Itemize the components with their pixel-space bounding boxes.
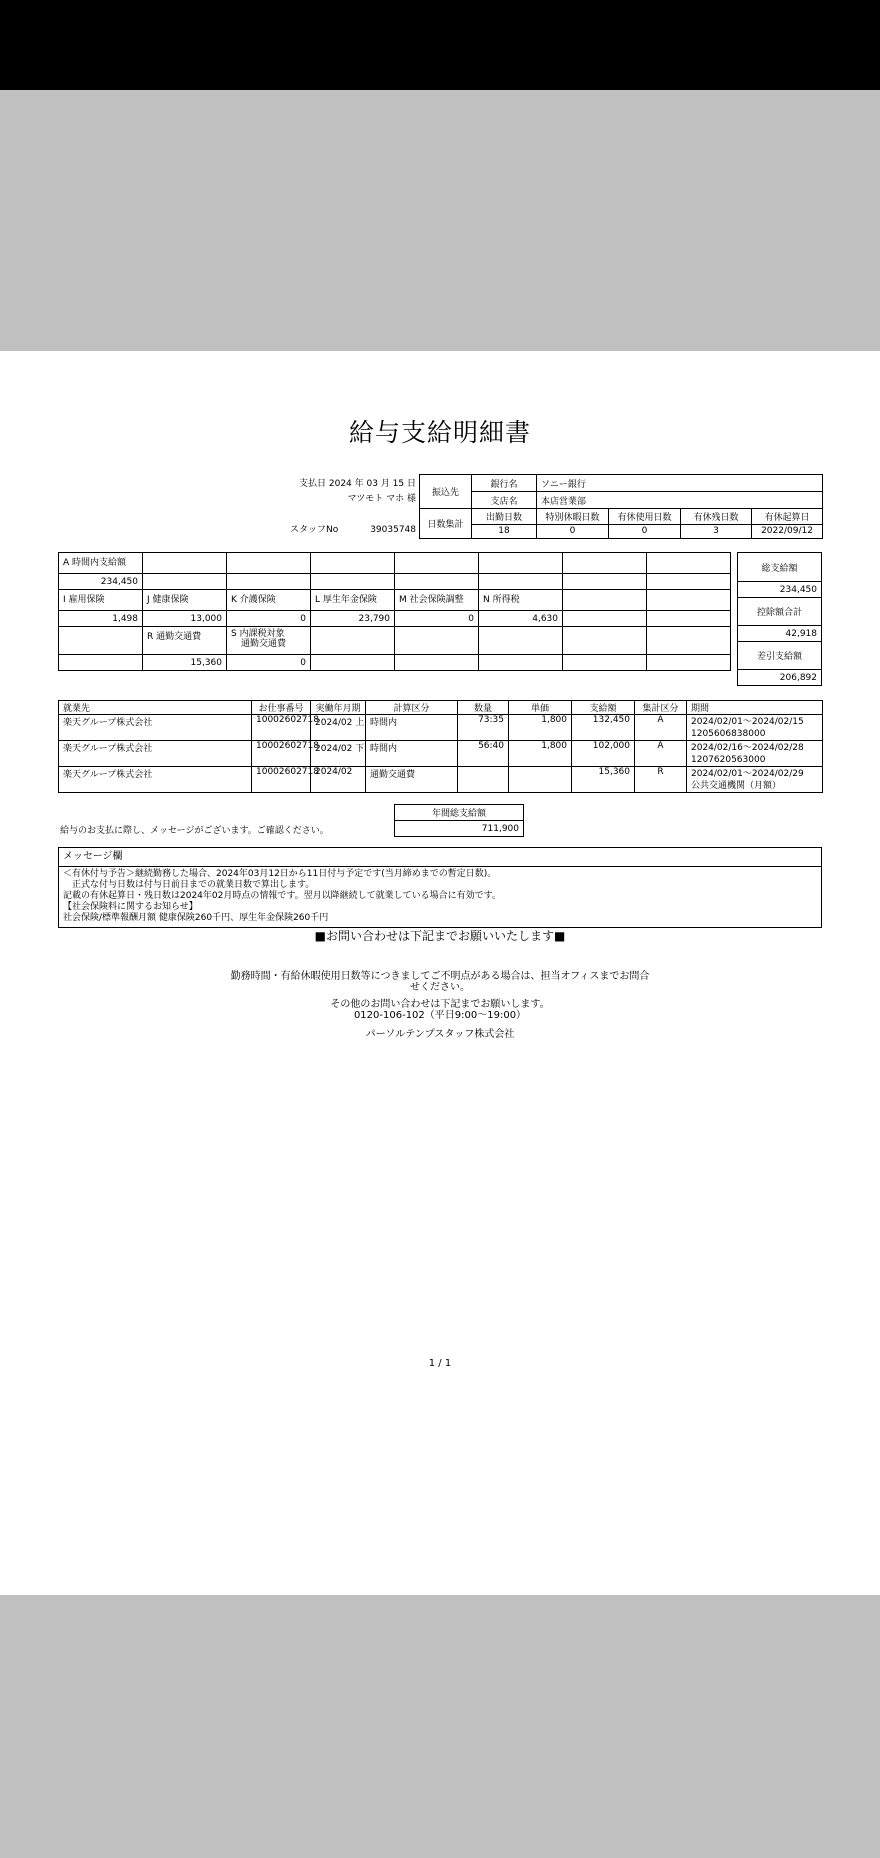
days-value: 0 [537, 524, 609, 538]
work-period: 2024/02 上 [311, 715, 366, 741]
work-agg: A [635, 741, 687, 767]
days-header: 特別休暇日数 [537, 509, 609, 525]
l-value: 23,790 [311, 611, 395, 627]
work-term [687, 741, 823, 767]
payment-deduction-table [58, 552, 731, 671]
work-header: 数量 [458, 701, 509, 715]
branch-name: 本店営業部 [537, 492, 823, 509]
i-label: I 雇用保険 [59, 590, 143, 611]
inquiry-line1b: せください。 [410, 982, 470, 993]
work-qty: 56:40 [458, 741, 509, 767]
total-pay-value: 234,450 [738, 582, 822, 598]
i-value: 1,498 [59, 611, 143, 627]
work-header: 期間 [687, 701, 823, 715]
days-header: 有休起算日 [752, 509, 823, 525]
work-term [687, 767, 823, 793]
work-unit: 1,800 [509, 741, 572, 767]
document-page [0, 351, 880, 1595]
bank-name: ソニー銀行 [537, 475, 823, 492]
top-black-bar [0, 0, 880, 90]
inquiry-company: パーソルテンプスタッフ株式会社 [365, 1029, 515, 1040]
net-pay-value: 206,892 [738, 670, 822, 686]
l-label: L 厚生年金保険 [311, 590, 395, 611]
message-body [59, 867, 821, 927]
work-agg: A [635, 715, 687, 741]
recipient-name: マツモト マホ 様 [347, 494, 416, 504]
s-label-line2: 通勤交通費 [241, 639, 287, 649]
work-amount: 132,450 [572, 715, 635, 741]
work-header: 就業先 [59, 701, 252, 715]
k-label: K 介護保険 [227, 590, 311, 611]
work-term-line2: 公共交通機関（月額） [691, 780, 782, 791]
work-term-line1: 2024/02/01～2024/02/15 [691, 716, 804, 727]
pay-date: 支払日 2024 年 03 月 15 日 [299, 479, 416, 489]
deduction-value: 42,918 [738, 626, 822, 642]
bank-section-label: 振込先 [420, 475, 472, 509]
bank-days-table [419, 474, 823, 539]
work-category: 通勤交通費 [366, 767, 458, 793]
table-row [59, 741, 823, 767]
annual-total-table [394, 804, 524, 837]
work-amount: 15,360 [572, 767, 635, 793]
inquiry-line2: その他のお問い合わせは下記までお願いします。 [330, 999, 550, 1010]
days-header: 有休使用日数 [609, 509, 681, 525]
work-header: 支給額 [572, 701, 635, 715]
n-label: N 所得税 [479, 590, 563, 611]
work-job-no: 10002602718 [252, 741, 311, 767]
days-value: 18 [472, 524, 537, 538]
a-label: A 時間内支給額 [59, 553, 143, 574]
days-value: 3 [681, 524, 752, 538]
work-category: 時間内 [366, 741, 458, 767]
work-job-no: 10002602718 [252, 715, 311, 741]
work-amount: 102,000 [572, 741, 635, 767]
deduction-label: 控除額合計 [738, 598, 822, 626]
page-number: 1 / 1 [428, 1358, 452, 1369]
staff-no-label: スタッフNo [290, 525, 339, 535]
message-title: メッセージ欄 [59, 848, 821, 867]
bank-name-label: 銀行名 [472, 475, 537, 492]
r-label: R 通勤交通費 [143, 627, 227, 655]
work-header: 計算区分 [366, 701, 458, 715]
days-section-label: 日数集計 [420, 509, 472, 539]
days-value: 0 [609, 524, 681, 538]
message-line: 社会保険/標準報酬月額 健康保険260千円、厚生年金保険260千円 [63, 913, 329, 923]
branch-label: 支店名 [472, 492, 537, 509]
message-line: 【社会保険料に関するお知らせ】 [63, 902, 198, 912]
work-company: 楽天グループ株式会社 [59, 767, 252, 793]
work-header: 単価 [509, 701, 572, 715]
inquiry-phone: 0120-106-102（平日9:00～19:00） [353, 1010, 527, 1021]
work-term-line2: 1205606838000 [691, 728, 766, 739]
m-value: 0 [395, 611, 479, 627]
document-title: 給与支給明細書 [348, 418, 531, 447]
work-term [687, 715, 823, 741]
work-agg: R [635, 767, 687, 793]
s-label-line1: S 内課税対象 [231, 629, 285, 639]
work-qty [458, 767, 509, 793]
work-term-line1: 2024/02/16～2024/02/28 [691, 742, 804, 753]
table-row [59, 715, 823, 741]
s-value: 0 [227, 655, 311, 671]
n-value: 4,630 [479, 611, 563, 627]
message-line: 正式な付与日数は付与日前日までの就業日数で算出します。 [63, 880, 315, 890]
j-label: J 健康保険 [143, 590, 227, 611]
annual-total-label: 年間総支給額 [395, 805, 524, 821]
net-pay-label: 差引支給額 [738, 642, 822, 670]
work-header: 集計区分 [635, 701, 687, 715]
j-value: 13,000 [143, 611, 227, 627]
days-header: 有休残日数 [681, 509, 752, 525]
work-qty: 73:35 [458, 715, 509, 741]
work-term-line2: 1207620563000 [691, 754, 766, 765]
work-company: 楽天グループ株式会社 [59, 741, 252, 767]
work-period: 2024/02 [311, 767, 366, 793]
s-label [227, 627, 311, 655]
message-box [58, 847, 822, 928]
work-period: 2024/02 下 [311, 741, 366, 767]
days-header: 出勤日数 [472, 509, 537, 525]
staff-no: 39035748 [370, 525, 416, 535]
work-term-line1: 2024/02/01～2024/02/29 [691, 768, 804, 779]
work-job-no: 10002602718 [252, 767, 311, 793]
work-unit: 1,800 [509, 715, 572, 741]
work-category: 時間内 [366, 715, 458, 741]
annual-total-value: 711,900 [395, 821, 524, 837]
work-header: お仕事番号 [252, 701, 311, 715]
r-value: 15,360 [143, 655, 227, 671]
work-unit [509, 767, 572, 793]
work-header: 実働年月期 [311, 701, 366, 715]
message-line: 記載の有休起算日・残日数は2024年02月時点の情報です。翌月以降継続して就業している場合に有効です。 [63, 891, 501, 901]
summary-table [737, 552, 822, 686]
a-value: 234,450 [59, 574, 143, 590]
table-row [59, 767, 823, 793]
days-value: 2022/09/12 [752, 524, 823, 538]
work-detail-table [58, 700, 823, 793]
inquiry-line1: 勤務時間・有給休暇使用日数等につきましてご不明点がある場合は、担当オフィスまでお問合 [230, 971, 650, 982]
work-header-row [59, 701, 823, 715]
inquiry-header: ■お問い合わせは下記までお願いいたします■ [314, 929, 566, 943]
k-value: 0 [227, 611, 311, 627]
message-line: ＜有休付与予告＞継続勤務した場合、2024年03月12日から11日付与予定です(当月締めまでの暫定日数)。 [63, 869, 497, 879]
work-company: 楽天グループ株式会社 [59, 715, 252, 741]
m-label: M 社会保険調整 [395, 590, 479, 611]
total-pay-label: 総支給額 [738, 553, 822, 582]
message-notice: 給与のお支払に際し、メッセージがございます。ご確認ください。 [60, 826, 329, 836]
